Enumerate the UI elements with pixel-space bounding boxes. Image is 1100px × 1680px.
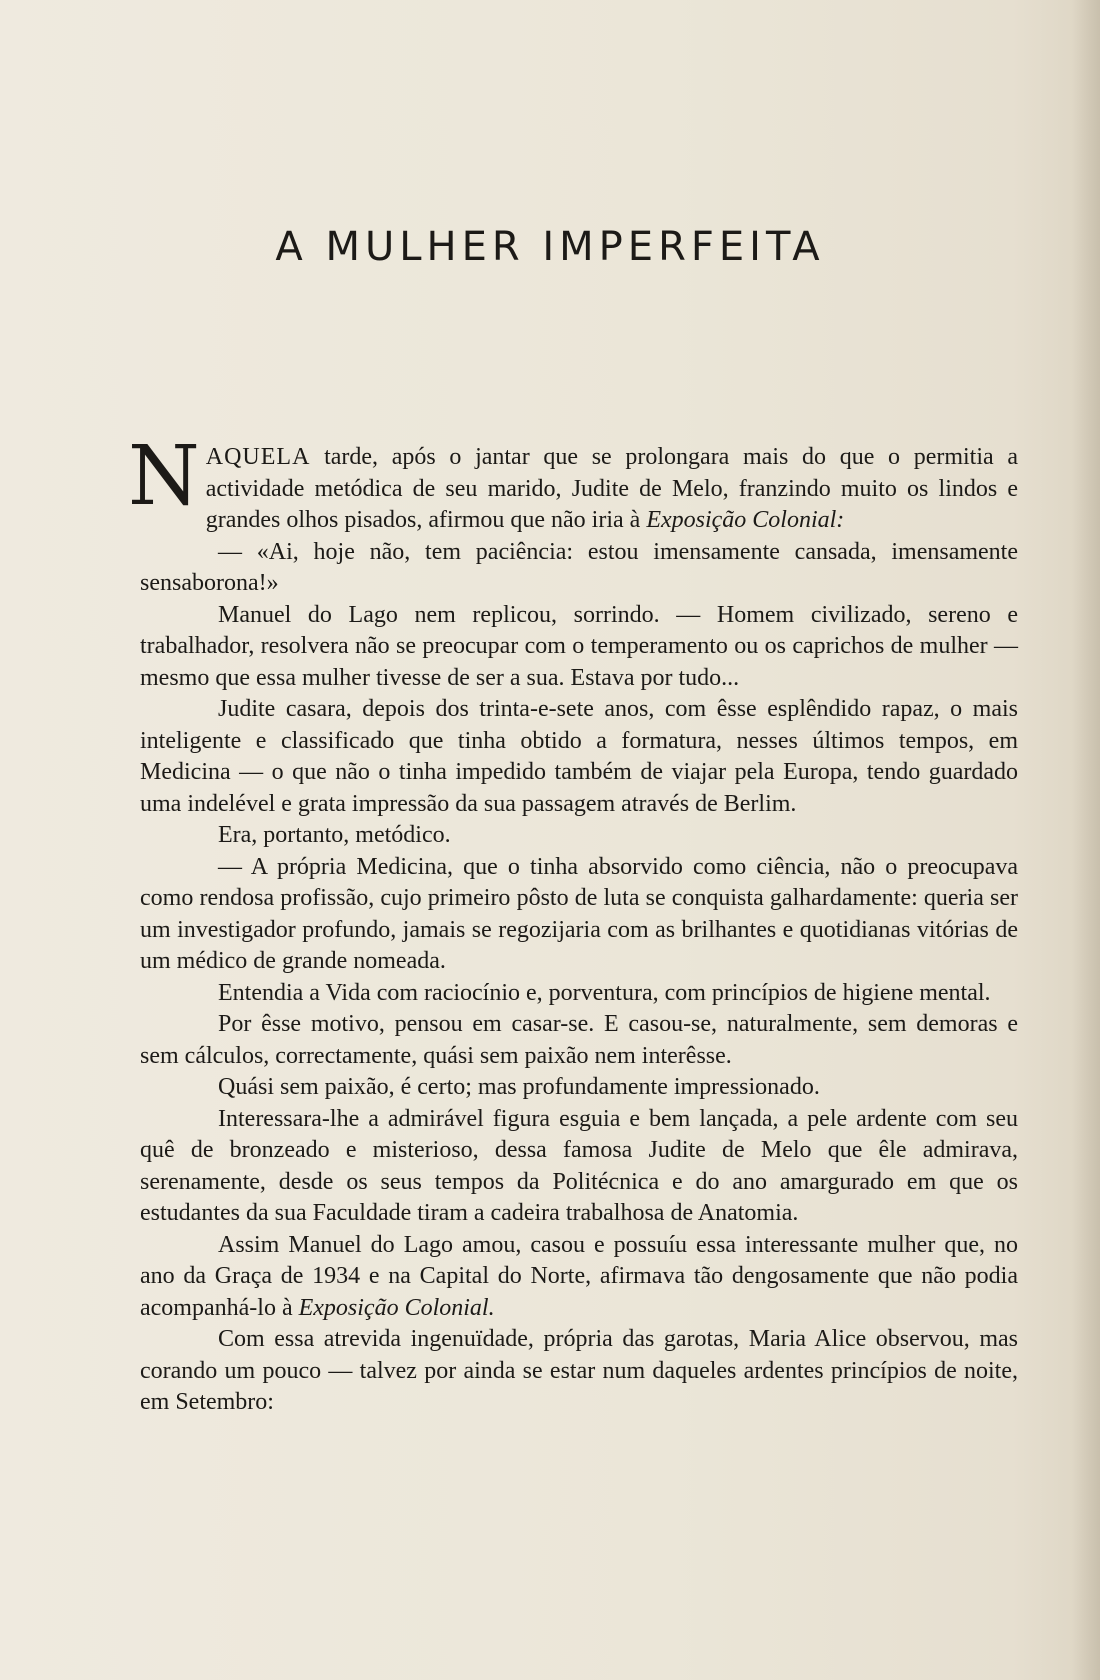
- paragraph-2: — «Ai, hoje não, tem paciência: estou imensamente cansada, imensamente sensaborona!»: [140, 538, 1018, 596]
- paragraph-11-text: Assim Manuel do Lago amou, casou e possuíu essa interessante mulher que, no ano da Graça de 1934 e na Capital do Norte, afirmava tão dengosamente que não podia acompanhá-lo à: [140, 1231, 1018, 1321]
- paragraph-6: — A própria Medicina, que o tinha absorvido como ciência, não o preocupava como rendosa profissão, cujo primeiro pôsto de luta se conquista galhardamente: queria ser um investigador profundo, jamais se regozijaria com as brilhantes e quotidianas vitórias de um médico de grande nomeada.: [140, 853, 1018, 974]
- paragraph-3: Manuel do Lago nem replicou, sorrindo. — Homem civilizado, sereno e trabalhador, resolvera não se preocupar com o temperamento ou os caprichos de mulher — mesmo que essa mulher tivesse de ser a sua. Estava por tudo...: [140, 601, 1018, 691]
- lead-word: AQUELA: [205, 444, 311, 470]
- paragraph-11: [140, 1230, 1018, 1325]
- paragraph-11-italic: Exposição Colonial.: [298, 1294, 495, 1321]
- paragraph-12: Com essa atrevida ingenuïdade, própria das garotas, Maria Alice observou, mas corando um pouco — talvez por ainda se estar num daqueles ardentes princípios de noite, em Setembro:: [140, 1326, 1018, 1415]
- paragraph-4: Judite casara, depois dos trinta-e-sete anos, com êsse esplêndido rapaz, o mais inteligente e classificado que tinha obtido a formatura, nesses últimos tempos, em Medicina — o que não o tinha impedido também de viajar pela Europa, tendo guardado uma indelével e grata impressão da sua passagem através de Berlim.: [140, 696, 1018, 817]
- paragraph-8: Por êsse motivo, pensou em casar-se. E casou-se, naturalmente, sem demoras e sem cálculos, correctamente, quási sem paixão nem interêsse.: [140, 1011, 1018, 1069]
- chapter-title: A MULHER IMPERFEITA: [275, 224, 825, 270]
- paragraph-1-italic: Exposição Colonial:: [646, 507, 845, 533]
- body-text: [128, 429, 1018, 1419]
- paragraph-7: Entendia a Vida com raciocínio e, porventura, com princípios de higiene mental.: [218, 979, 991, 1006]
- drop-cap: N: [128, 429, 200, 524]
- paragraph-9: Quási sem paixão, é certo; mas profundamente impressionado.: [218, 1074, 820, 1100]
- paragraph-5: Era, portanto, metódico.: [218, 822, 451, 848]
- paragraph-1: [128, 429, 1018, 537]
- paragraph-1-text: tarde, após o jantar que se prolongara mais do que o permitia a actividade metódica de seu marido, Judite de Melo, franzindo muito os lindos e grandes olhos pisados, afirmou que não iria à: [205, 444, 1018, 533]
- paragraph-10: Interessara-lhe a admirável figura esguia e bem lançada, a pele ardente com seu quê de bronzeado e misterioso, dessa famosa Judite de Melo que êle admirava, serenamente, desde os seus tempos da Politécnica e do ano amargurado em que os estudantes da sua Faculdade tiram a cadeira trabalhosa de Anatomia.: [140, 1105, 1018, 1226]
